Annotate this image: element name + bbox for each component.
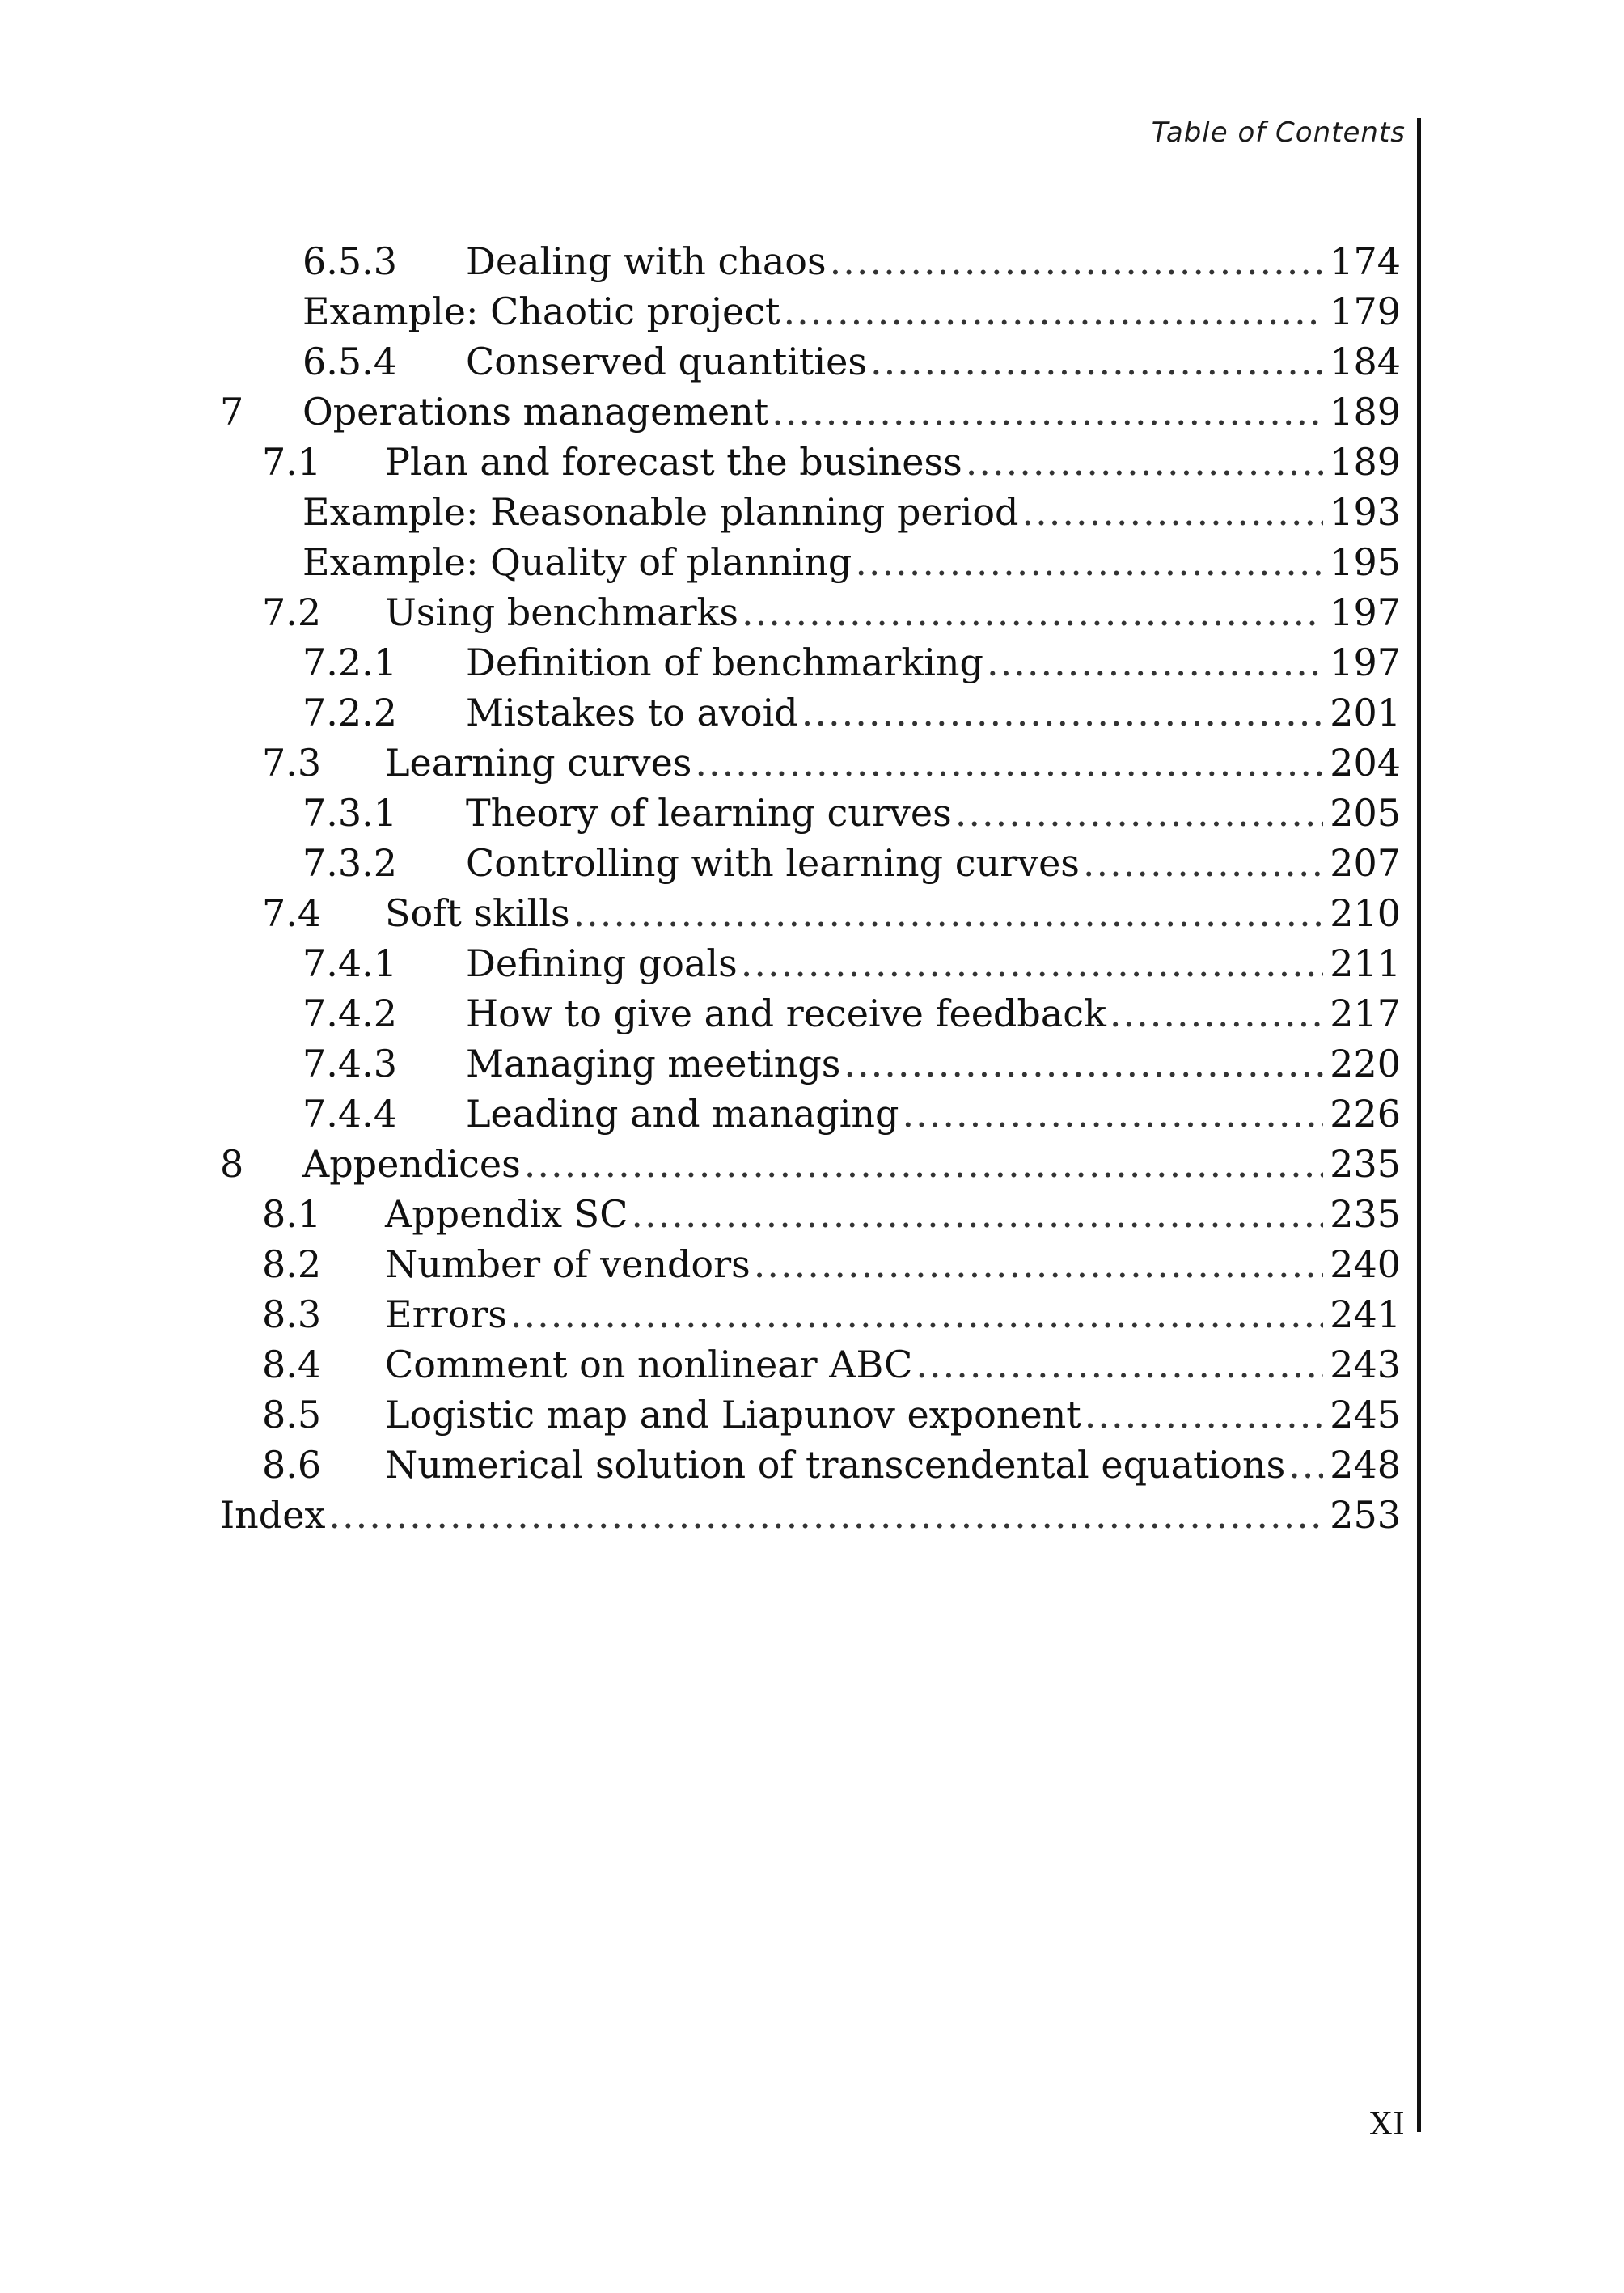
page-reference: 201 (1330, 691, 1401, 734)
section-title: Defining goals (466, 941, 738, 985)
section-title: Logistic map and Liapunov exponent (385, 1393, 1081, 1436)
section-number: 7.2.2 (302, 691, 398, 734)
section-number: 8.6 (262, 1443, 322, 1487)
section-title: How to give and receive feedback (466, 992, 1106, 1035)
section-number: 6.5.3 (302, 239, 398, 283)
toc-entry (385, 738, 1401, 788)
toc-row (220, 1189, 1401, 1239)
dot-leader (783, 286, 1323, 336)
section-number: 8.1 (262, 1192, 322, 1236)
page-reference: 220 (1330, 1042, 1401, 1085)
toc-row (220, 1440, 1401, 1490)
page-reference: 248 (1330, 1443, 1401, 1487)
section-title: Soft skills (385, 891, 570, 935)
running-head: Table of Contents (1151, 116, 1406, 149)
page-reference: 226 (1330, 1092, 1401, 1136)
dot-leader (524, 1139, 1323, 1189)
dot-leader (844, 1039, 1323, 1089)
page-reference: 174 (1330, 239, 1401, 283)
section-title: Example: Quality of planning (302, 540, 852, 584)
page-reference: 240 (1330, 1242, 1401, 1286)
page-number: XI (1369, 2106, 1406, 2142)
toc-row (220, 1339, 1401, 1390)
toc-row (220, 1039, 1401, 1089)
toc-entry (466, 788, 1401, 838)
dot-leader (830, 236, 1324, 286)
toc-row (220, 687, 1401, 738)
toc-entry (466, 838, 1401, 888)
section-number: 6.5.4 (302, 340, 398, 383)
page-reference: 211 (1330, 941, 1401, 985)
toc-entry (466, 1039, 1401, 1089)
toc-row (220, 336, 1401, 387)
toc-row (220, 1239, 1401, 1289)
section-title: Comment on nonlinear ABC (385, 1343, 913, 1386)
page-reference: 184 (1330, 340, 1401, 383)
section-number: 7.4 (262, 891, 322, 935)
page-reference: 179 (1330, 290, 1401, 333)
toc-entry (302, 487, 1401, 537)
toc-entry (385, 1390, 1401, 1440)
section-title: Appendix SC (385, 1192, 628, 1236)
toc-row (220, 1089, 1401, 1139)
toc-row (220, 587, 1401, 637)
toc-entry (302, 1139, 1401, 1189)
toc-row (220, 437, 1401, 487)
page-reference: 235 (1330, 1142, 1401, 1186)
dot-leader (1085, 1390, 1323, 1440)
table-of-contents (220, 236, 1401, 1540)
dot-leader (754, 1239, 1323, 1289)
toc-row (220, 637, 1401, 687)
section-title: Mistakes to avoid (466, 691, 798, 734)
section-title: Number of vendors (385, 1242, 751, 1286)
toc-entry (466, 637, 1401, 687)
dot-leader (742, 587, 1323, 637)
page-reference: 204 (1330, 741, 1401, 785)
section-number: 7.2.1 (302, 641, 398, 684)
section-number: 7.2 (262, 590, 322, 634)
page-reference: 197 (1330, 590, 1401, 634)
page-reference: 197 (1330, 641, 1401, 684)
toc-row (220, 938, 1401, 988)
section-title: Index (220, 1493, 326, 1537)
dot-leader (987, 637, 1323, 687)
toc-entry (466, 336, 1401, 387)
dot-leader (801, 687, 1323, 738)
dot-leader (1021, 487, 1323, 537)
toc-entry (385, 888, 1401, 938)
toc-entry (466, 236, 1401, 286)
section-title: Numerical solution of transcendental equations (385, 1443, 1286, 1487)
dot-leader (741, 938, 1323, 988)
toc-entry (220, 1490, 1401, 1540)
dot-leader (1083, 838, 1323, 888)
page-reference: 235 (1330, 1192, 1401, 1236)
dot-leader (328, 1490, 1323, 1540)
toc-row (220, 537, 1401, 587)
section-number: 7 (220, 390, 244, 434)
toc-row (220, 788, 1401, 838)
section-number: 8.3 (262, 1292, 322, 1336)
toc-entry (385, 587, 1401, 637)
toc-row (220, 1139, 1401, 1189)
toc-entry (385, 1339, 1401, 1390)
page-reference: 217 (1330, 992, 1401, 1035)
toc-entry (385, 1289, 1401, 1339)
dot-leader (1110, 988, 1323, 1039)
page-reference: 189 (1330, 390, 1401, 434)
toc-row (220, 286, 1401, 336)
section-title: Learning curves (385, 741, 692, 785)
section-title: Errors (385, 1292, 507, 1336)
toc-entry (302, 387, 1401, 437)
page-reference: 205 (1330, 791, 1401, 835)
toc-entry (385, 1440, 1401, 1490)
section-title: Definition of benchmarking (466, 641, 983, 684)
section-title: Example: Reasonable planning period (302, 490, 1019, 534)
toc-row (220, 487, 1401, 537)
page-reference: 241 (1330, 1292, 1401, 1336)
section-title: Managing meetings (466, 1042, 841, 1085)
section-number: 7.1 (262, 440, 322, 484)
toc-entry (466, 1089, 1401, 1139)
toc-row (220, 387, 1401, 437)
dot-leader (695, 738, 1323, 788)
toc-row (220, 838, 1401, 888)
section-number: 8.4 (262, 1343, 322, 1386)
dot-leader (870, 336, 1323, 387)
toc-row (220, 1390, 1401, 1440)
page-reference: 245 (1330, 1393, 1401, 1436)
toc-row (220, 988, 1401, 1039)
page-reference: 243 (1330, 1343, 1401, 1386)
page-reference: 189 (1330, 440, 1401, 484)
toc-entry (302, 286, 1401, 336)
section-title: Plan and forecast the business (385, 440, 962, 484)
section-title: Operations management (302, 390, 769, 434)
section-title: Conserved quantities (466, 340, 867, 383)
toc-entry (385, 437, 1401, 487)
toc-entry (302, 537, 1401, 587)
toc-row (220, 888, 1401, 938)
section-title: Dealing with chaos (466, 239, 827, 283)
dot-leader (1288, 1440, 1323, 1490)
dot-leader (903, 1089, 1324, 1139)
dot-leader (510, 1289, 1323, 1339)
section-number: 8.2 (262, 1242, 322, 1286)
page-reference: 193 (1330, 490, 1401, 534)
toc-entry (385, 1239, 1401, 1289)
dot-leader (631, 1189, 1323, 1239)
dot-leader (966, 437, 1323, 487)
toc-row (220, 1289, 1401, 1339)
toc-entry (466, 938, 1401, 988)
toc-row (220, 1490, 1401, 1540)
section-number: 7.4.4 (302, 1092, 398, 1136)
dot-leader (573, 888, 1324, 938)
dot-leader (772, 387, 1323, 437)
page-reference: 207 (1330, 841, 1401, 885)
toc-row (220, 738, 1401, 788)
dot-leader (855, 537, 1323, 587)
dot-leader (916, 1339, 1323, 1390)
section-number: 7.3 (262, 741, 322, 785)
section-title: Controlling with learning curves (466, 841, 1080, 885)
page-reference: 253 (1330, 1493, 1401, 1537)
vertical-rule (1417, 118, 1421, 2132)
section-number: 8.5 (262, 1393, 322, 1436)
dot-leader (955, 788, 1323, 838)
toc-entry (385, 1189, 1401, 1239)
toc-entry (466, 988, 1401, 1039)
section-title: Using benchmarks (385, 590, 738, 634)
toc-entry (466, 687, 1401, 738)
toc-row (220, 236, 1401, 286)
section-number: 7.3.2 (302, 841, 398, 885)
page-reference: 195 (1330, 540, 1401, 584)
page-reference: 210 (1330, 891, 1401, 935)
section-title: Example: Chaotic project (302, 290, 780, 333)
section-number: 7.4.3 (302, 1042, 398, 1085)
section-number: 7.4.2 (302, 992, 398, 1035)
section-number: 7.3.1 (302, 791, 398, 835)
section-title: Leading and managing (466, 1092, 899, 1136)
section-number: 7.4.1 (302, 941, 398, 985)
section-title: Theory of learning curves (466, 791, 952, 835)
section-number: 8 (220, 1142, 244, 1186)
section-title: Appendices (302, 1142, 521, 1186)
